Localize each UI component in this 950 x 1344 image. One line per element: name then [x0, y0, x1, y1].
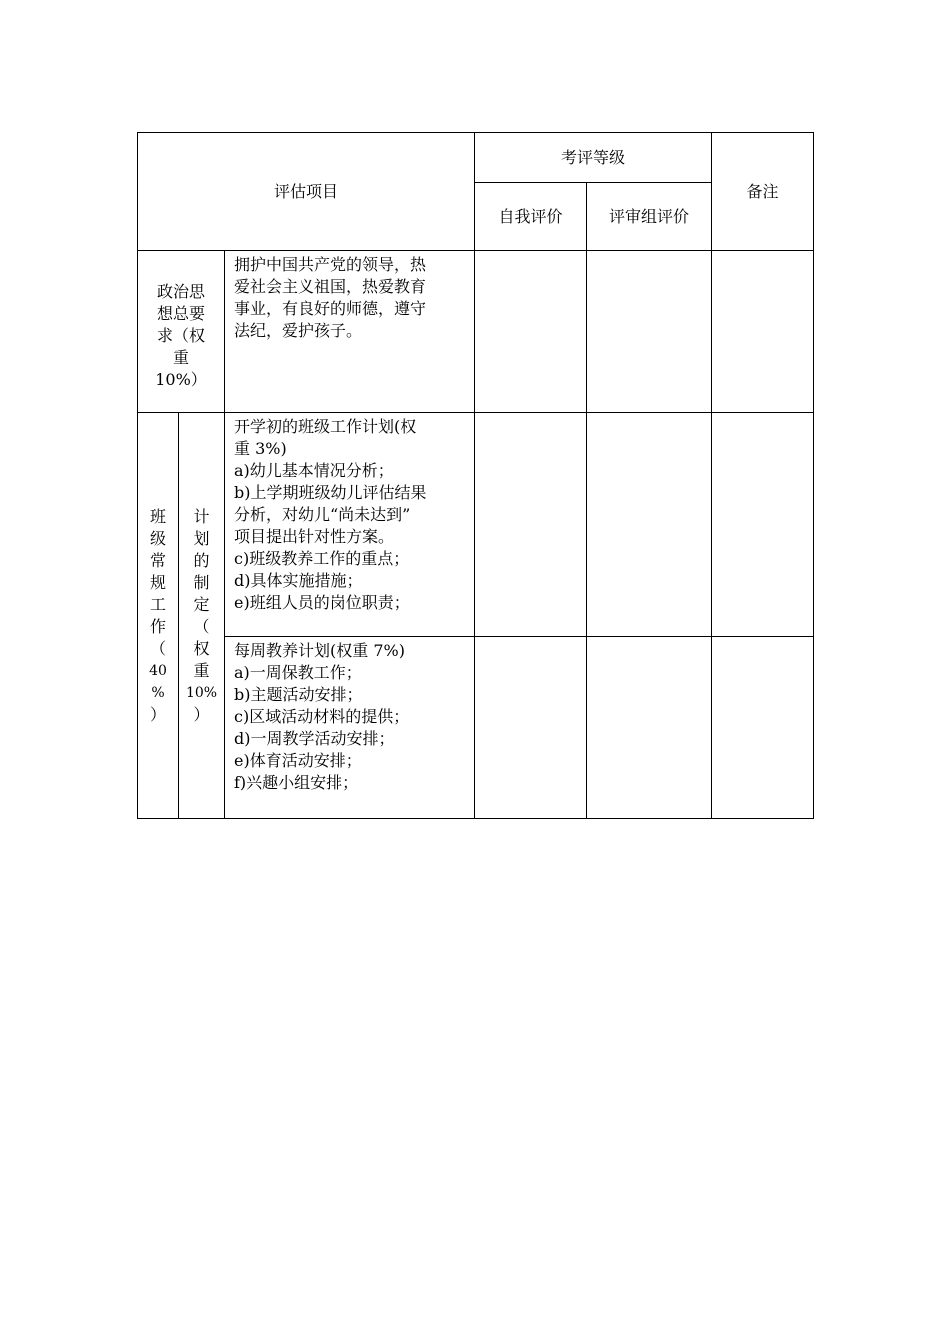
semester-plan-line: e)班组人员的岗位职责；: [234, 593, 410, 612]
weekly-plan-line: f)兴趣小组安排；: [234, 773, 359, 792]
plan-subcategory-char: 10%: [185, 684, 218, 701]
semester-plan-line: a)幼儿基本情况分析；: [234, 461, 394, 480]
political-content: [225, 251, 475, 413]
weekly-plan-line: b)主题活动安排；: [234, 685, 363, 704]
political-category: [138, 251, 225, 413]
plan-subcategory-char: ）: [193, 704, 210, 724]
class-work-category-char: 级: [149, 528, 166, 548]
plan-subcategory-char: 划: [193, 528, 210, 548]
plan-subcategory-char: 的: [193, 550, 210, 570]
semester-plan-line: c)班级教养工作的重点；: [234, 549, 410, 568]
weekly-plan-line: c)区域活动材料的提供；: [234, 707, 410, 726]
political-category-line: 想总要: [156, 304, 205, 323]
weekly-plan-content: [225, 637, 475, 819]
weekly-plan-line: e)体育活动安排；: [234, 751, 362, 770]
class-work-category-char: （: [149, 638, 166, 658]
class-work-category-char: 40: [149, 662, 167, 679]
semester-plan-line: b)上学期班级幼儿评估结果: [234, 483, 427, 502]
semester-plan-line: 项目提出针对性方案。: [234, 527, 395, 546]
semester-plan-line: d)具体实施措施；: [234, 571, 363, 590]
political-remarks-cell[interactable]: [712, 251, 814, 413]
political-category-line: 求（权: [156, 326, 205, 345]
plan-subcategory-char: 重: [193, 660, 210, 680]
semester-plan-line: 重 3%): [234, 439, 287, 458]
semester-plan-line: 分析，对幼儿“尚未达到”: [234, 505, 411, 524]
semester-plan-remarks-cell[interactable]: [712, 413, 814, 637]
plan-subcategory: [179, 413, 225, 819]
political-content-line: 爱社会主义祖国，热爱教育: [234, 277, 427, 296]
plan-subcategory-char: 权: [193, 638, 210, 658]
political-self-eval-cell[interactable]: [475, 251, 587, 413]
political-panel-eval-cell[interactable]: [587, 251, 712, 413]
plan-subcategory-char: 计: [193, 506, 210, 526]
weekly-plan-line: 每周教养计划(权重 7%): [234, 641, 405, 660]
semester-plan-line: 开学初的班级工作计划(权: [234, 417, 417, 436]
class-work-category-char: ）: [149, 704, 166, 724]
class-work-category-char: 规: [149, 572, 166, 592]
political-category-line: 重: [172, 348, 189, 367]
header-grade: 考评等级: [475, 133, 712, 183]
political-category-line: 10%）: [155, 370, 207, 389]
weekly-plan-line: a)一周保教工作；: [234, 663, 362, 682]
weekly-plan-remarks-cell[interactable]: [712, 637, 814, 819]
weekly-plan-line: d)一周教学活动安排；: [234, 729, 395, 748]
header-self-eval: 自我评价: [475, 183, 587, 251]
plan-subcategory-char: （: [193, 616, 210, 636]
semester-plan-self-eval-cell[interactable]: [475, 413, 587, 637]
class-work-category-char: 工: [149, 594, 166, 614]
weekly-plan-self-eval-cell[interactable]: [475, 637, 587, 819]
header-remarks: 备注: [712, 133, 814, 251]
weekly-plan-panel-eval-cell[interactable]: [587, 637, 712, 819]
political-content-line: 法纪，爱护孩子。: [234, 321, 363, 340]
plan-subcategory-char: 定: [193, 594, 210, 614]
political-category-line: 政治思: [156, 282, 205, 301]
semester-plan-content: [225, 413, 475, 637]
header-item: 评估项目: [138, 133, 475, 251]
class-work-category-char: 常: [149, 550, 166, 570]
class-work-category-char: 班: [149, 506, 166, 526]
header-panel-eval: 评审组评价: [587, 183, 712, 251]
semester-plan-panel-eval-cell[interactable]: [587, 413, 712, 637]
plan-subcategory-char: 制: [193, 572, 210, 592]
class-work-category-char: %: [151, 684, 165, 701]
class-work-category-char: 作: [149, 616, 166, 636]
political-content-line: 事业，有良好的师德，遵守: [234, 299, 427, 318]
political-content-line: 拥护中国共产党的领导，热: [234, 255, 427, 274]
class-work-category: [138, 413, 179, 819]
evaluation-table: [137, 132, 814, 819]
